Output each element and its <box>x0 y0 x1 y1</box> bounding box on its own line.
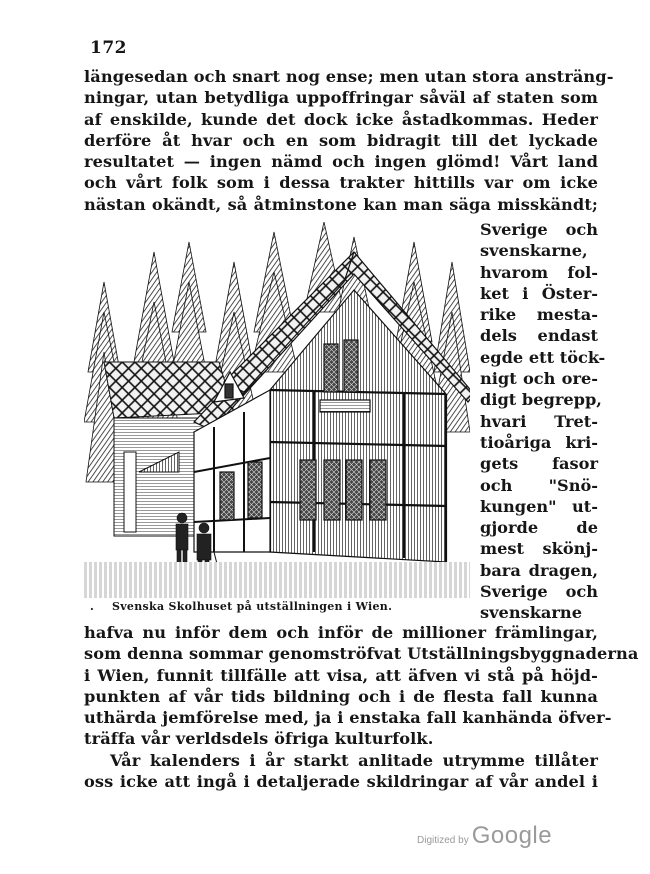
bottom-paragraph <box>84 622 639 792</box>
text-line: resultatet — ingen nämd och ingen glömd! Vårt land <box>84 152 598 172</box>
text-line: och "Snö- <box>480 475 598 495</box>
text-line: gjorde de <box>480 518 598 538</box>
side-column-text <box>480 219 606 624</box>
text-line: och vårt folk som i dessa trakter hittills var om icke <box>84 173 598 193</box>
text-line: träffa vår verldsdels öfriga kulturfolk. <box>84 729 434 749</box>
text-line: mest skönj- <box>480 539 598 559</box>
digitized-watermark <box>417 822 552 850</box>
text-line: Vår kalenders i år starkt anlitade utrymme tillåter <box>110 750 598 770</box>
google-logo: Google <box>471 822 553 849</box>
text-line: dels endast <box>480 326 598 346</box>
caption-marker: . <box>90 600 94 613</box>
text-line: hvarom fol- <box>480 262 598 282</box>
text-line: derföre åt hvar och en som bidragit till det lyckade <box>84 130 598 150</box>
text-line: tioåriga kri- <box>480 432 598 452</box>
text-line: af enskilde, kunde det dock icke åstadkommas. Heder <box>84 109 598 129</box>
text-line: rike mesta- <box>480 305 598 325</box>
page-number: 172 <box>90 38 127 58</box>
text-line: hvari Tret- <box>480 411 598 431</box>
text-line: svenskarne, <box>480 241 588 261</box>
illustration-caption: Svenska Skolhuset på utställningen i Wien. <box>112 600 393 613</box>
text-line: ningar, utan betydliga uppoffringar såväl af staten som <box>84 88 598 108</box>
text-line: nigt och ore- <box>480 369 598 389</box>
text-line: ket i Öster- <box>480 283 598 303</box>
text-line: hafva nu inför dem och inför de millioner främlingar, <box>84 623 598 642</box>
text-line: svenskarne <box>480 603 583 623</box>
schoolhouse-illustration <box>84 222 470 598</box>
text-line: oss icke att ingå i detaljerade skildringar af vår andel i <box>84 772 598 792</box>
text-line: punkten af vår tids bildning och i de flesta fall kunna <box>84 686 598 706</box>
text-line: egde ett töck- <box>480 347 606 367</box>
text-line: uthärda jemförelse med, ja i enstaka fall kanhända öfver- <box>84 708 612 728</box>
text-line: Sverige och <box>480 220 598 239</box>
text-line: Sverige och <box>480 582 598 602</box>
ground <box>84 562 470 598</box>
text-line: bara dragen, <box>480 560 598 580</box>
text-line: nästan okändt, så åtminstone kan man säga misskändt; <box>84 194 598 214</box>
text-line: digt begrepp, <box>480 390 602 410</box>
text-line: som denna sommar genomströfvat Utställningsbyggnaderna <box>84 644 639 664</box>
top-paragraph <box>84 66 614 215</box>
text-line: längesedan och snart nog ense; men utan stora ansträng- <box>84 67 614 86</box>
text-line: i Wien, funnit tillfälle att visa, att äfven vi stå på höjd- <box>84 665 598 685</box>
text-line: gets fasor <box>480 454 598 474</box>
watermark-prefix: Digitized by <box>417 835 469 846</box>
text-line: kungen" ut- <box>480 496 598 516</box>
